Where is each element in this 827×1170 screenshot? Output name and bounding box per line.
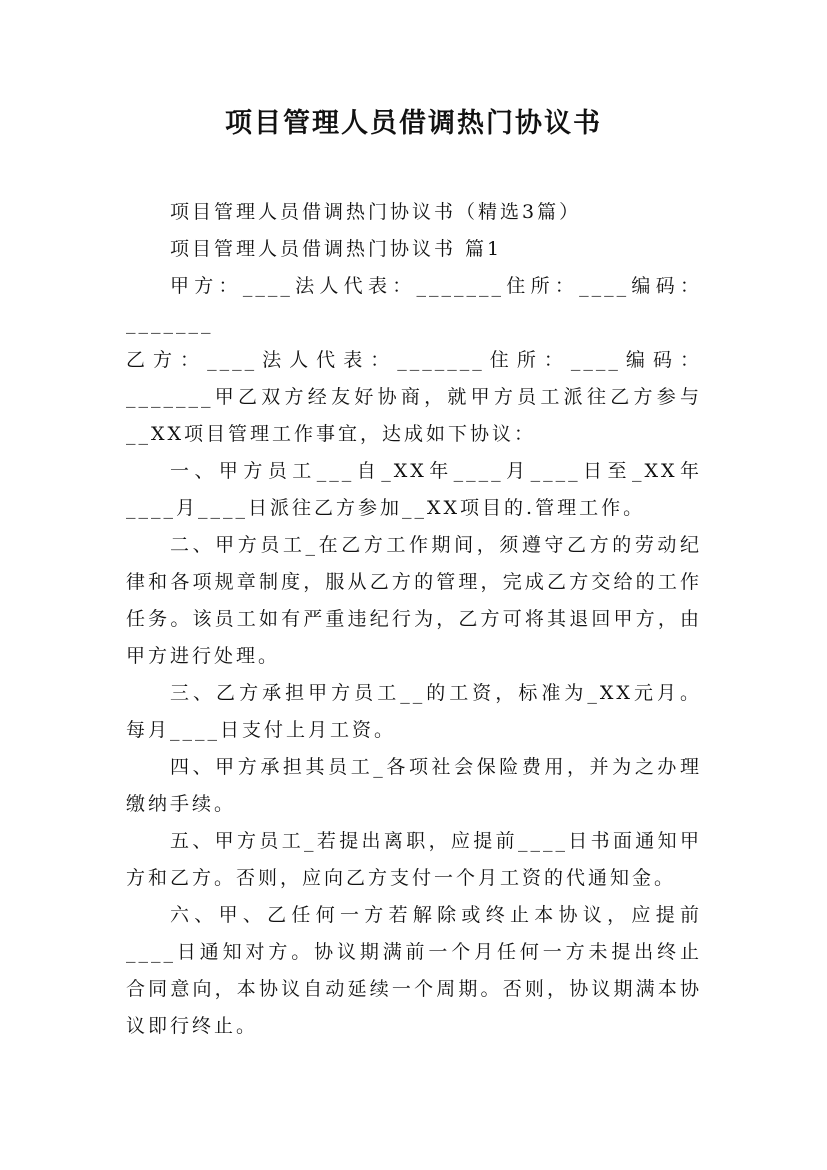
paragraph-section-heading: 项目管理人员借调热门协议书 篇1 bbox=[170, 238, 503, 260]
paragraph-clause-2: 二、甲方员工_在乙方工作期间，须遵守乙方的劳动纪律和各项规章制度，服从乙方的管理，完成乙方交给的工作任务。该员工如有严重违纪行为，乙方可将其退回甲方，由甲方进行处理。 bbox=[126, 534, 702, 667]
paragraph-party-b: 乙方：____法人代表：_______住所：____编码：_______甲乙双方经友好协商，就甲方员工派往乙方参与__XX项目管理工作事宜，达成如下协议： bbox=[126, 349, 702, 445]
document-title: 项目管理人员借调热门协议书 bbox=[225, 108, 602, 139]
document-body bbox=[126, 194, 702, 1045]
paragraph-clause-1: 一、甲方员工___自_XX年____月____日至_XX年____月____日派往乙方参加__XX项目的.管理工作。 bbox=[126, 460, 702, 519]
paragraph-clause-3: 三、乙方承担甲方员工__的工资，标准为_XX元月。每月____日支付上月工资。 bbox=[126, 682, 702, 741]
paragraph-party-a: 甲方：____法人代表：_______住所：____编码：_______ bbox=[126, 275, 702, 334]
paragraph-clause-6: 六、甲、乙任何一方若解除或终止本协议，应提前____日通知对方。协议期满前一个月任何一方未提出终止合同意向，本协议自动延续一个周期。否则，协议期满本协议即行终止。 bbox=[126, 904, 702, 1037]
paragraph-clause-4: 四、甲方承担其员工_各项社会保险费用，并为之办理缴纳手续。 bbox=[126, 756, 702, 815]
paragraph-clause-5: 五、甲方员工_若提出离职，应提前____日书面通知甲方和乙方。否则，应向乙方支付一个月工资的代通知金。 bbox=[126, 830, 702, 889]
paragraph-subtitle: 项目管理人员借调热门协议书（精选3篇） bbox=[170, 201, 582, 223]
